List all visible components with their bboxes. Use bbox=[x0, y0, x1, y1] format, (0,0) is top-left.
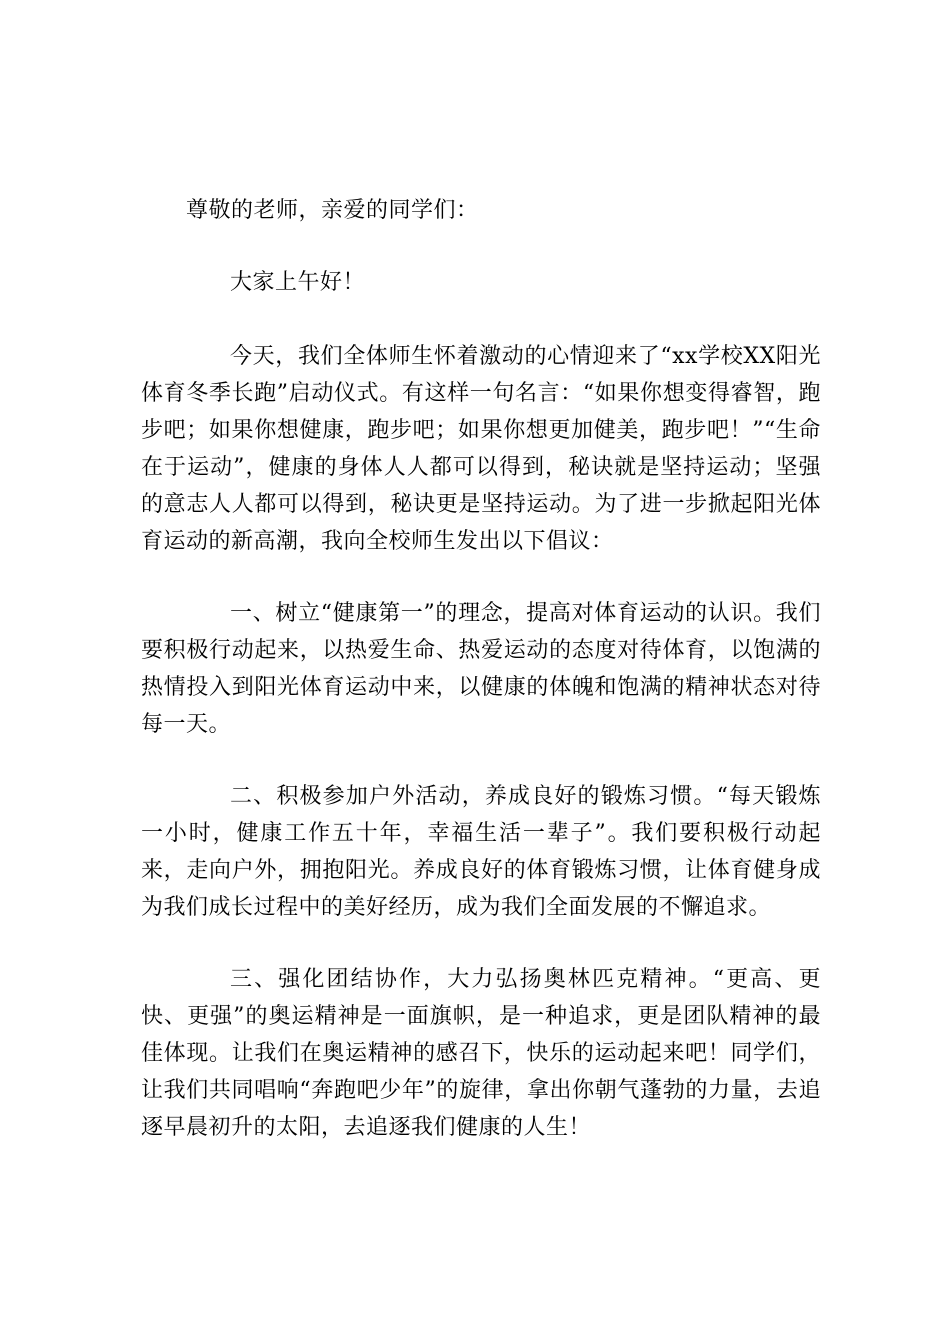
paragraph-proposal-3: 三、强化团结协作，大力弘扬奥林匹克精神。“更高、更快、更强”的奥运精神是一面旗帜，是一种追求，更是团队精神的最佳体现。让我们在奥运精神的感召下，快乐的运动起来吧！同学们，让我们共同唱响“奔跑吧少年”的旋律，拿出你朝气蓬勃的力量，去追逐早晨初升的太阳，去追逐我们健康的人生！ bbox=[141, 967, 821, 1140]
paragraph-proposal-2: 二、积极参加户外活动，养成良好的锻炼习惯。“每天锻炼一小时，健康工作五十年，幸福生活一辈子”。我们要积极行动起来，走向户外，拥抱阳光。养成良好的体育锻炼习惯，让体育健身成为我们成长过程中的美好经历，成为我们全面发展的不懈追求。 bbox=[141, 784, 821, 920]
salutation: 尊敬的老师，亲爱的同学们： bbox=[186, 198, 479, 223]
greeting: 大家上午好！ bbox=[230, 270, 366, 295]
paragraph-intro: 今天，我们全体师生怀着激动的心情迎来了“xx学校XX阳光体育冬季长跑”启动仪式。有这样一句名言：“如果你想变得睿智，跑步吧；如果你想健康，跑步吧；如果你想更加健美，跑步吧！”“生命在于运动”，健康的身体人人都可以得到，秘诀就是坚持运动；坚强的意志人人都可以得到，秘诀更是坚持运动。为了进一步掀起阳光体育运动的新高潮，我向全校师生发出以下倡议： bbox=[141, 344, 821, 554]
paragraph-proposal-1: 一、树立“健康第一”的理念，提高对体育运动的认识。我们要积极行动起来，以热爱生命、热爱运动的态度对待体育，以饱满的热情投入到阳光体育运动中来，以健康的体魄和饱满的精神状态对待每一天。 bbox=[141, 601, 821, 737]
